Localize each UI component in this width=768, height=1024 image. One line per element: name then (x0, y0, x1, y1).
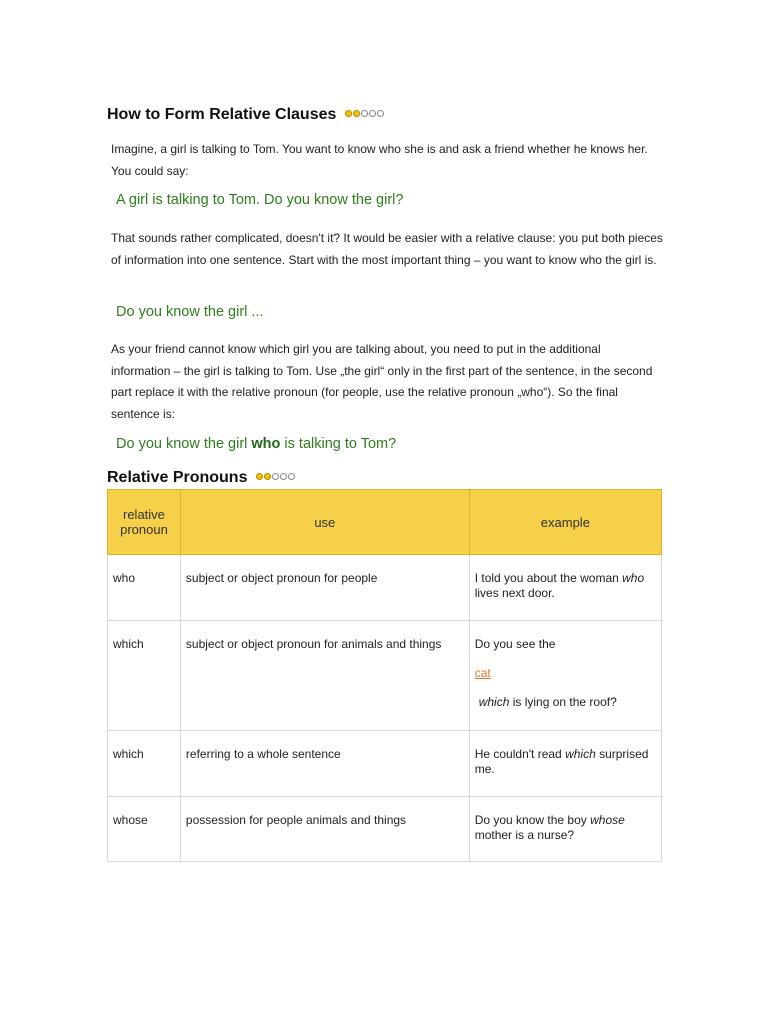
example3-pre: Do you know the girl (116, 436, 252, 452)
cell-example (469, 621, 661, 731)
cat-link[interactable]: cat (474, 666, 491, 680)
header-relative-pronoun: relative pronoun (108, 490, 181, 555)
cell-example (469, 731, 661, 797)
example-text: mother is a nurse? (474, 828, 575, 842)
paragraph-intro: Imagine, a girl is talking to Tom. You want to know who she is and ask a friend whether he knows her. You could say: (111, 142, 648, 178)
example-text: is lying on the roof? (509, 695, 617, 709)
example-text: lives next door. (474, 586, 555, 600)
paragraph-additional-info: As your friend cannot know which girl you are talking about, you need to put in the additional information – the girl is talking to Tom. Use „the girl“ only in the first part of the sentence, in the second part replace it with the relative pronoun (for people, use the relative pronoun „who“). So the final sentence is: (111, 342, 653, 421)
example-pronoun: who (622, 571, 645, 585)
table-row (108, 555, 662, 621)
rating-dot-icon (369, 110, 376, 117)
example-pronoun: whose (590, 813, 625, 827)
example-sentence-2: Do you know the girl ... (116, 304, 264, 320)
example-pronoun: which (565, 747, 596, 761)
example-sentence-3 (116, 436, 396, 452)
rating-dot-icon (280, 473, 287, 480)
example-text: Do you see the (474, 637, 556, 651)
cell-pronoun: whose (108, 797, 181, 862)
example-text: Do you know the boy (474, 813, 591, 827)
cell-pronoun: who (108, 555, 181, 621)
rating-dot-icon (377, 110, 384, 117)
cell-pronoun: which (108, 731, 181, 797)
difficulty-rating (256, 468, 296, 486)
table-row (108, 621, 662, 731)
relative-pronouns-table (107, 489, 662, 862)
example-text: I told you about the woman (474, 571, 623, 585)
rating-dot-icon (264, 473, 271, 480)
cell-example (469, 555, 661, 621)
rating-dot-icon (345, 110, 352, 117)
cell-example (469, 797, 661, 862)
difficulty-rating (345, 105, 385, 123)
rating-dot-icon (361, 110, 368, 117)
title-text: How to Form Relative Clauses (107, 106, 337, 124)
cell-use: referring to a whole sentence (180, 731, 469, 797)
cell-pronoun: which (108, 621, 181, 731)
example-text: surprised me. (474, 747, 649, 776)
example-sentence-1: A girl is talking to Tom. Do you know the girl? (116, 192, 404, 208)
table-header-row (108, 490, 662, 555)
cell-use: possession for people animals and things (180, 797, 469, 862)
header-use: use (180, 490, 469, 555)
cell-use: subject or object pronoun for people (180, 555, 469, 621)
cell-use: subject or object pronoun for animals and things (180, 621, 469, 731)
example3-bold: who (251, 436, 281, 452)
rating-dot-icon (288, 473, 295, 480)
rating-dot-icon (353, 110, 360, 117)
example-pronoun: which (478, 695, 510, 709)
rating-dot-icon (272, 473, 279, 480)
example3-post: is talking to Tom? (280, 436, 397, 452)
table-row (108, 731, 662, 797)
header-example: example (469, 490, 661, 555)
paragraph-complicated: That sounds rather complicated, doesn't it? It would be easier with a relative clause: you put both pieces of information into one sentence. Start with the most important thing – you want to know who the girl is. (111, 231, 663, 267)
example-text: He couldn't read (474, 747, 566, 761)
section-title-relative-clauses (107, 106, 385, 124)
section-title-relative-pronouns (107, 469, 296, 487)
rating-dot-icon (256, 473, 263, 480)
title-text: Relative Pronouns (107, 469, 248, 487)
table-row (108, 797, 662, 862)
